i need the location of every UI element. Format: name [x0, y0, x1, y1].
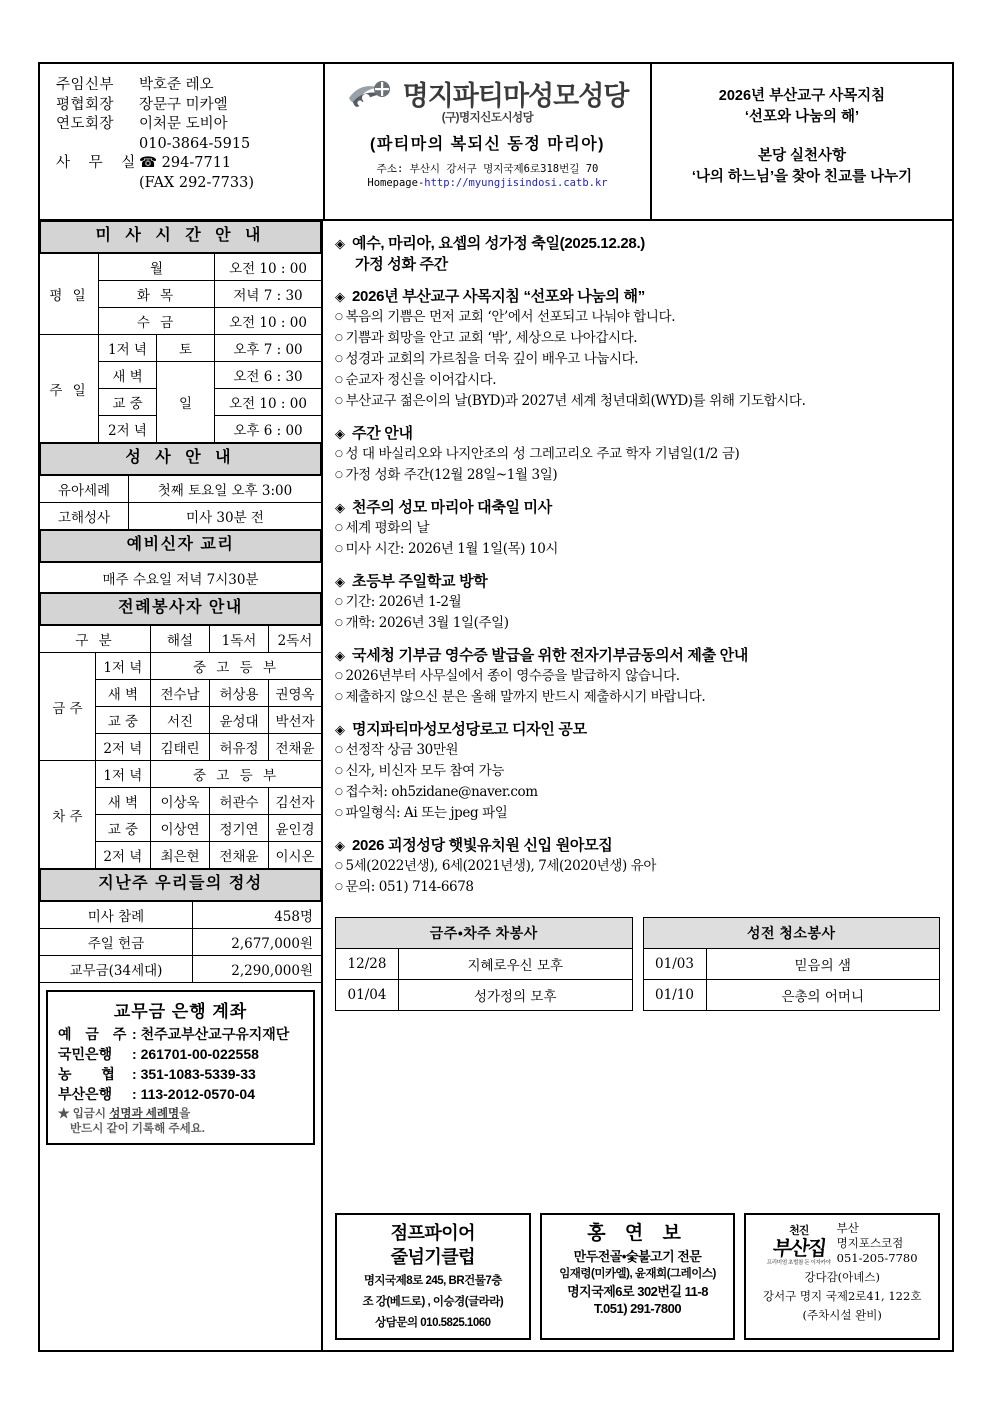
bank-label: 국민은행 — [58, 1046, 113, 1062]
table-row — [336, 918, 633, 949]
bulletin-page — [38, 62, 954, 1352]
liturgy-title: 전례봉사자 안내 — [40, 593, 321, 625]
bank-value: 351-1083-5339-33 — [140, 1066, 256, 1082]
catechumen-value: 매주 수요일 저녁 7시30분 — [102, 571, 259, 588]
announcement-heading-row — [335, 835, 942, 856]
announcement-line — [335, 856, 942, 877]
diocese-motto-block — [652, 64, 952, 219]
table-row — [336, 980, 633, 1011]
liturgy-col-reading2: 2독서 — [277, 633, 313, 649]
sacrament-value: 첫째 토요일 오후 3:00 — [157, 483, 293, 499]
sunday-label: 주 일 — [49, 382, 89, 399]
contact-row — [56, 76, 323, 96]
announcement-heading-row — [335, 497, 942, 518]
tea-date: 01/04 — [347, 987, 387, 1003]
bank-note-line2: 반드시 같이 기록해 주세요. — [70, 1123, 205, 1135]
announcement-item — [335, 423, 942, 486]
announcement-heading: 명지파티마성모성당로고 디자인 공모 — [352, 721, 587, 738]
offering-label: 주일 헌금 — [87, 936, 145, 952]
liturgy-time: 새 벽 — [107, 795, 139, 811]
mass-time: 오전 10 : 00 — [229, 396, 307, 412]
announcement-text: 파일형식: Ai 또는 jpeg 파일 — [345, 805, 508, 821]
cleaning-date: 01/03 — [655, 956, 694, 972]
announcement-line — [335, 761, 942, 782]
table-row — [40, 956, 321, 983]
bank-value: 261701-00-022558 — [140, 1046, 259, 1062]
announcement-heading: 2026년 부산교구 사목지침 “선포와 나눔의 해” — [352, 288, 645, 305]
offering-label: 미사 참례 — [87, 909, 145, 925]
circle-bullet-icon: ○ — [335, 808, 343, 818]
church-address: 주소: 부산시 강서구 명지국제6로318번길 70 — [376, 163, 599, 175]
table-row — [40, 476, 321, 503]
announcement-line — [335, 687, 942, 708]
announcement-heading-row — [335, 571, 942, 592]
table-row — [40, 902, 321, 929]
announcement-heading-2: 가정 성화 주간 — [355, 256, 448, 273]
announcement-line — [335, 782, 942, 803]
contact-label: 평협회장 — [56, 96, 115, 113]
circle-bullet-icon: ○ — [335, 470, 343, 480]
bank-account-box — [46, 990, 315, 1145]
liturgy-name: 허상용 — [219, 687, 259, 703]
bank-row: 부산은행 : 113-2012-0570-04 — [58, 1086, 255, 1102]
announcement-text: 세계 평화의 날 — [345, 520, 430, 536]
parish-practice-line1: 본당 실천사항 — [757, 148, 847, 164]
announcement-text: 복음의 기쁨은 먼저 교회 ‘안’에서 선포되고 나눠야 합니다. — [345, 309, 676, 325]
ad-detail: 명지국제8로 245, BR건물7층 — [363, 1275, 502, 1287]
circle-bullet-icon: ○ — [335, 766, 343, 776]
announcement-text: 부산교구 젊은이의 날(BYD)과 2027년 세계 청년대회(WYD)를 위해 기도합시다. — [345, 393, 806, 409]
liturgy-name: 이시온 — [275, 849, 315, 865]
announcement-text: 선정작 상금 30만원 — [345, 742, 459, 758]
ad-logo-main: 부산집 — [771, 1235, 826, 1260]
announcement-item — [335, 233, 942, 275]
ad-detail: 명지국제6로 302번길 11-8 — [567, 1284, 708, 1299]
sacrament-label: 고해성사 — [57, 510, 111, 526]
announcement-heading: 2026 괴정성당 햇빛유치원 신입 원아모집 — [352, 837, 613, 854]
advertisements — [323, 1204, 952, 1340]
liturgy-name: 전채윤 — [219, 849, 259, 865]
tea-service-title: 금주•차주 차봉사 — [336, 918, 633, 949]
announcement-line — [335, 328, 942, 349]
ad-phone: T.051) 291-7800 — [593, 1301, 682, 1316]
mass-day: 수 금 — [136, 315, 177, 331]
liturgy-time: 교 중 — [107, 822, 139, 838]
table-row — [40, 335, 321, 362]
announcements-list — [323, 221, 952, 909]
church-identity — [323, 64, 652, 219]
announcement-text: 2026년부터 사무실에서 종이 영수증을 발급하지 않습니다. — [345, 668, 680, 684]
mass-time: 저녁 7 : 30 — [233, 288, 303, 304]
circle-bullet-icon: ○ — [335, 861, 343, 871]
table-row — [40, 653, 321, 680]
announcement-text: 미사 시간: 2026년 1월 1일(목) 10시 — [345, 541, 559, 557]
cleaning-group: 믿음의 샘 — [794, 958, 851, 974]
announcement-text: 성 대 바실리오와 나지안조의 성 그레고리오 주교 학자 기념일(1/2 금) — [345, 446, 740, 462]
contact-row — [56, 115, 323, 135]
circle-bullet-icon: ○ — [335, 692, 343, 702]
left-column — [40, 221, 323, 1350]
sacrament-title: 성 사 안 내 — [40, 443, 321, 475]
circle-bullet-icon: ○ — [335, 333, 343, 343]
table-row — [643, 949, 940, 980]
announcement-heading: 주간 안내 — [352, 425, 413, 442]
bank-label: 예 금 주 — [58, 1026, 132, 1042]
contact-row — [56, 96, 323, 116]
announcement-item — [335, 835, 942, 898]
announcement-text: 기쁨과 희망을 안고 교회 ‘밖’, 세상으로 나아갑시다. — [345, 330, 638, 346]
circle-bullet-icon: ○ — [335, 312, 343, 322]
liturgy-col-commentator: 해설 — [166, 633, 194, 649]
liturgy-name: 전채윤 — [275, 741, 315, 757]
liturgy-name: 이상연 — [160, 822, 200, 838]
tea-service-table — [335, 917, 633, 1011]
announcement-heading: 초등부 주일학교 방학 — [352, 573, 488, 590]
table-row — [643, 980, 940, 1011]
announcement-text: 기간: 2026년 1-2월 — [345, 594, 462, 610]
announcement-line — [335, 349, 942, 370]
bank-label: 농 협 — [58, 1066, 128, 1082]
liturgy-name: 박선자 — [275, 714, 315, 730]
liturgy-col-division: 구 분 — [75, 633, 115, 649]
ad-city: 부산 — [836, 1221, 859, 1235]
diamond-bullet-icon: ◈ — [335, 236, 345, 251]
liturgy-name: 김선자 — [275, 795, 315, 811]
table-row — [336, 949, 633, 980]
diamond-bullet-icon: ◈ — [335, 500, 345, 515]
table-row — [40, 626, 321, 653]
contact-value: 장문구 미카엘 — [139, 96, 228, 113]
ad-parking: (주차시설 완비) — [802, 1308, 882, 1322]
church-patron: (파티마의 복되신 동정 마리아) — [370, 136, 605, 153]
announcement-line — [335, 877, 942, 898]
mass-day: 화 목 — [136, 288, 177, 304]
liturgy-name: 윤성대 — [219, 714, 259, 730]
announcement-heading-row — [335, 286, 942, 307]
table-row — [40, 563, 321, 593]
announcement-text: 제출하지 않으신 분은 올해 말까지 반드시 제출하시기 바랍니다. — [345, 689, 706, 705]
circle-bullet-icon: ○ — [335, 882, 343, 892]
circle-bullet-icon: ○ — [335, 597, 343, 607]
announcement-line — [335, 465, 942, 486]
announcement-line — [335, 666, 942, 687]
announcement-email[interactable]: 접수처: oh5zidane@naver.com — [345, 784, 538, 800]
bank-value: 113-2012-0570-04 — [140, 1086, 255, 1102]
homepage-label: Homepage- — [367, 177, 425, 189]
right-column — [323, 221, 952, 1350]
liturgy-name: 최은현 — [160, 849, 200, 865]
diamond-bullet-icon: ◈ — [335, 289, 345, 304]
liturgy-time: 새 벽 — [107, 687, 139, 703]
diamond-bullet-icon: ◈ — [335, 426, 345, 441]
bank-value: 천주교부산교구유지재단 — [140, 1026, 290, 1042]
announcement-heading-row — [335, 233, 942, 254]
circle-bullet-icon: ○ — [335, 618, 343, 628]
bank-note-b: 성명과 세례명 — [109, 1108, 180, 1120]
liturgy-time: 1저 녁 — [103, 660, 143, 676]
mass-time: 오전 10 : 00 — [229, 315, 307, 331]
announcement-line — [335, 391, 942, 412]
diocese-guideline-line1: 2026년 부산교구 사목지침 — [718, 88, 886, 104]
diamond-bullet-icon: ◈ — [335, 722, 345, 737]
announcement-text: 순교자 정신을 이어갑시다. — [345, 372, 497, 388]
liturgy-name: 김태린 — [160, 741, 200, 757]
table-row — [40, 503, 321, 530]
announcement-heading: 예수, 마리아, 요셉의 성가정 축일(2025.12.28.) — [352, 235, 646, 252]
diamond-bullet-icon: ◈ — [335, 648, 345, 663]
circle-bullet-icon: ○ — [335, 544, 343, 554]
announcement-item — [335, 497, 942, 560]
bulletin-header — [40, 64, 952, 221]
right-spacer — [323, 1011, 952, 1204]
bank-box-title: 교무금 은행 계좌 — [113, 1002, 248, 1021]
announcement-heading: 천주의 성모 마리아 대축일 미사 — [352, 499, 552, 516]
mass-name: 교 중 — [112, 396, 143, 412]
liturgy-time: 2저 녁 — [103, 849, 143, 865]
contact-label: 주임신부 — [56, 77, 115, 93]
bank-note-c: 을 — [179, 1108, 191, 1120]
service-tables — [323, 909, 952, 1011]
contact-row — [56, 154, 323, 174]
liturgy-name: 윤인경 — [275, 822, 315, 838]
ad-name: 홍 연 보 — [587, 1223, 688, 1244]
ad-branch-info — [837, 1221, 918, 1266]
homepage-url[interactable]: http://myungjisindosi.catb.kr — [424, 177, 608, 189]
sacrament-label: 유아세례 — [57, 483, 111, 499]
ad-name-line1: 점프파이어 — [390, 1223, 476, 1243]
liturgy-col-reading1: 1독서 — [221, 633, 257, 649]
announcement-line — [335, 740, 942, 761]
circle-bullet-icon: ○ — [335, 745, 343, 755]
bank-row: 국민은행 : 261701-00-022558 — [58, 1046, 259, 1062]
table-row — [40, 929, 321, 956]
ad-logo-top: 천진 — [789, 1224, 809, 1237]
offering-table — [40, 901, 321, 983]
offering-title: 지난주 우리들의 정성 — [40, 869, 321, 901]
liturgy-name: 허유정 — [219, 741, 259, 757]
saturday-label: 토 — [178, 342, 193, 358]
ad-detail: 임재령(미카엘), 윤재희(그레이스) — [559, 1268, 716, 1280]
sunday-col-label: 일 — [178, 396, 193, 412]
mass-time: 오후 6 : 00 — [233, 423, 303, 439]
cleaning-group: 은총의 어머니 — [781, 989, 865, 1005]
table-row — [40, 254, 321, 281]
announcement-line — [335, 370, 942, 391]
liturgy-name: 권영옥 — [275, 687, 315, 703]
offering-value: 458명 — [274, 909, 313, 925]
table-row — [643, 918, 940, 949]
liturgy-name: 서진 — [166, 714, 194, 730]
contact-block — [40, 64, 323, 219]
announcement-heading-row — [335, 719, 942, 740]
announcement-text: 성경과 교회의 가르침을 더욱 깊이 배우고 나눕시다. — [345, 351, 639, 367]
ad-logo-row — [767, 1221, 918, 1266]
announcement-text: 5세(2022년생), 6세(2021년생), 7세(2020년생) 유아 — [345, 858, 656, 874]
mass-time: 오후 7 : 00 — [233, 342, 303, 358]
office-phone: ☎ 294-7711 — [139, 155, 232, 171]
circle-bullet-icon: ○ — [335, 354, 343, 364]
ad-subtitle: 만두전골•숯불고기 전문 — [573, 1249, 702, 1264]
mass-time: 오전 10 : 00 — [229, 261, 307, 277]
parish-practice-line2: ‘나의 하느님’을 찾아 친교를 나누기 — [691, 169, 913, 185]
diamond-bullet-icon: ◈ — [335, 838, 345, 853]
mass-name: 2저 녁 — [108, 423, 147, 439]
announcement-text: 가정 성화 주간(12월 28일~1월 3일) — [345, 467, 558, 483]
star-icon: ★ — [58, 1108, 70, 1120]
church-name: 명지파티마성모성당 — [402, 81, 629, 111]
liturgy-name: 정기연 — [219, 822, 259, 838]
liturgy-merged: 중 고 등 부 — [192, 660, 280, 676]
circle-bullet-icon: ○ — [335, 396, 343, 406]
mass-name: 새 벽 — [112, 369, 143, 385]
announcement-line — [335, 803, 942, 824]
bank-row: 예 금 주: 천주교부산교구유지재단 — [58, 1026, 290, 1042]
church-homepage — [325, 177, 650, 189]
church-former-name: (구)명지신도시성당 — [441, 112, 534, 124]
circle-bullet-icon: ○ — [335, 787, 343, 797]
contact-value: 박호준 레오 — [139, 77, 214, 93]
bank-row: 농 협 : 351-1083-5339-33 — [58, 1066, 256, 1082]
bank-note — [48, 1107, 313, 1137]
liturgy-volunteers-table — [40, 625, 321, 869]
announcement-line — [335, 307, 942, 328]
mass-schedule-table — [40, 253, 321, 443]
ad-address: 강서구 명지 국제2로41, 122호 — [762, 1289, 922, 1303]
circle-bullet-icon: ○ — [335, 375, 343, 385]
cleaning-date: 01/10 — [655, 987, 694, 1003]
announcement-item — [335, 719, 942, 824]
catechumen-table — [40, 562, 321, 593]
tea-date: 12/28 — [347, 956, 387, 972]
table-row — [40, 761, 321, 788]
logo-row — [325, 74, 650, 113]
announcement-heading: 국세청 기부금 영수증 발급을 위한 전자기부금동의서 제출 안내 — [352, 647, 749, 664]
contact-label: 사 무 실 — [56, 155, 143, 171]
announcement-line — [335, 444, 942, 465]
cleaning-service-table — [643, 917, 941, 1011]
sacrament-table — [40, 475, 321, 530]
ad-owner: 강다감(아녜스) — [804, 1270, 880, 1284]
announcement-line — [335, 592, 942, 613]
offering-value: 2,677,000원 — [231, 936, 313, 952]
diamond-bullet-icon: ◈ — [335, 574, 345, 589]
circle-bullet-icon: ○ — [335, 449, 343, 459]
circle-bullet-icon: ○ — [335, 671, 343, 681]
contact-label: 연도회장 — [56, 116, 115, 132]
mass-name: 1저 녁 — [108, 342, 147, 358]
announcement-line — [335, 613, 942, 634]
announcement-line — [335, 518, 942, 539]
contact-row — [56, 135, 323, 155]
left-spacer — [40, 1145, 321, 1350]
announcement-text: 신자, 비신자 모두 참여 가능 — [345, 763, 504, 779]
fax-number: (FAX 292-7733) — [139, 174, 254, 191]
ad-name-line2: 줄넘기클럽 — [390, 1247, 476, 1267]
announcement-item — [335, 645, 942, 708]
tea-group: 성가정의 모후 — [473, 989, 557, 1005]
announcement-heading-row — [335, 645, 942, 666]
contact-row — [56, 174, 323, 194]
circle-bullet-icon: ○ — [335, 523, 343, 533]
this-week-label: 금 주 — [52, 700, 83, 717]
mass-day: 월 — [149, 261, 164, 277]
ad-logo-sub: 프리미엄 초벌참 돈 이자카야 — [766, 1259, 831, 1266]
bottom-pad — [323, 1340, 952, 1350]
liturgy-time: 교 중 — [107, 714, 139, 730]
spacer — [652, 128, 952, 146]
ad-branch: 명지포스코점 — [836, 1236, 904, 1250]
cleaning-service-title: 성전 청소봉사 — [643, 918, 940, 949]
liturgy-name: 전수남 — [160, 687, 200, 703]
announcement-text: 개학: 2026년 3월 1일(주일) — [345, 615, 509, 631]
liturgy-name: 허관수 — [219, 795, 259, 811]
ad-jumpfire — [335, 1213, 531, 1340]
tea-group: 지혜로우신 모후 — [467, 958, 564, 974]
announcement-item — [335, 571, 942, 634]
church-logo-icon — [347, 78, 397, 110]
liturgy-merged: 중 고 등 부 — [192, 768, 280, 784]
ad-detail: 조 강(베드로) , 이승경(글라라) — [362, 1296, 504, 1308]
liturgy-time: 2저 녁 — [103, 741, 143, 757]
liturgy-name: 이상욱 — [160, 795, 200, 811]
bulletin-body — [40, 221, 952, 1350]
ad-detail: 상담문의 010.5825.1060 — [375, 1317, 491, 1329]
offering-label: 교무금(34세대) — [69, 963, 163, 979]
next-week-label: 차 주 — [52, 808, 83, 825]
mobile-number: 010-3864-5915 — [139, 135, 251, 152]
announcement-line — [335, 539, 942, 560]
announcement-heading-row — [335, 423, 942, 444]
busanjip-logo-icon — [767, 1222, 831, 1266]
contact-value: 이처문 도비아 — [139, 116, 228, 132]
mass-time: 오전 6 : 30 — [233, 369, 303, 385]
ad-busanjip — [744, 1213, 940, 1340]
ad-hongyeonbo — [540, 1213, 736, 1340]
weekday-label: 평 일 — [49, 288, 89, 304]
sacrament-value: 미사 30분 전 — [186, 510, 264, 526]
ad-phone: 051-205-7780 — [836, 1251, 918, 1265]
announcement-text: 문의: 051) 714-6678 — [345, 879, 474, 895]
announcement-item — [335, 286, 942, 412]
diocese-guideline-line2: ‘선포와 나눔의 해’ — [744, 109, 860, 125]
bank-note-a: 입금시 — [72, 1108, 110, 1120]
mass-schedule-title: 미 사 시 간 안 내 — [40, 221, 321, 253]
bank-label: 부산은행 — [58, 1086, 113, 1102]
offering-value: 2,290,000원 — [231, 963, 313, 979]
catechumen-title: 예비신자 교리 — [40, 530, 321, 562]
liturgy-time: 1저 녁 — [103, 768, 143, 784]
